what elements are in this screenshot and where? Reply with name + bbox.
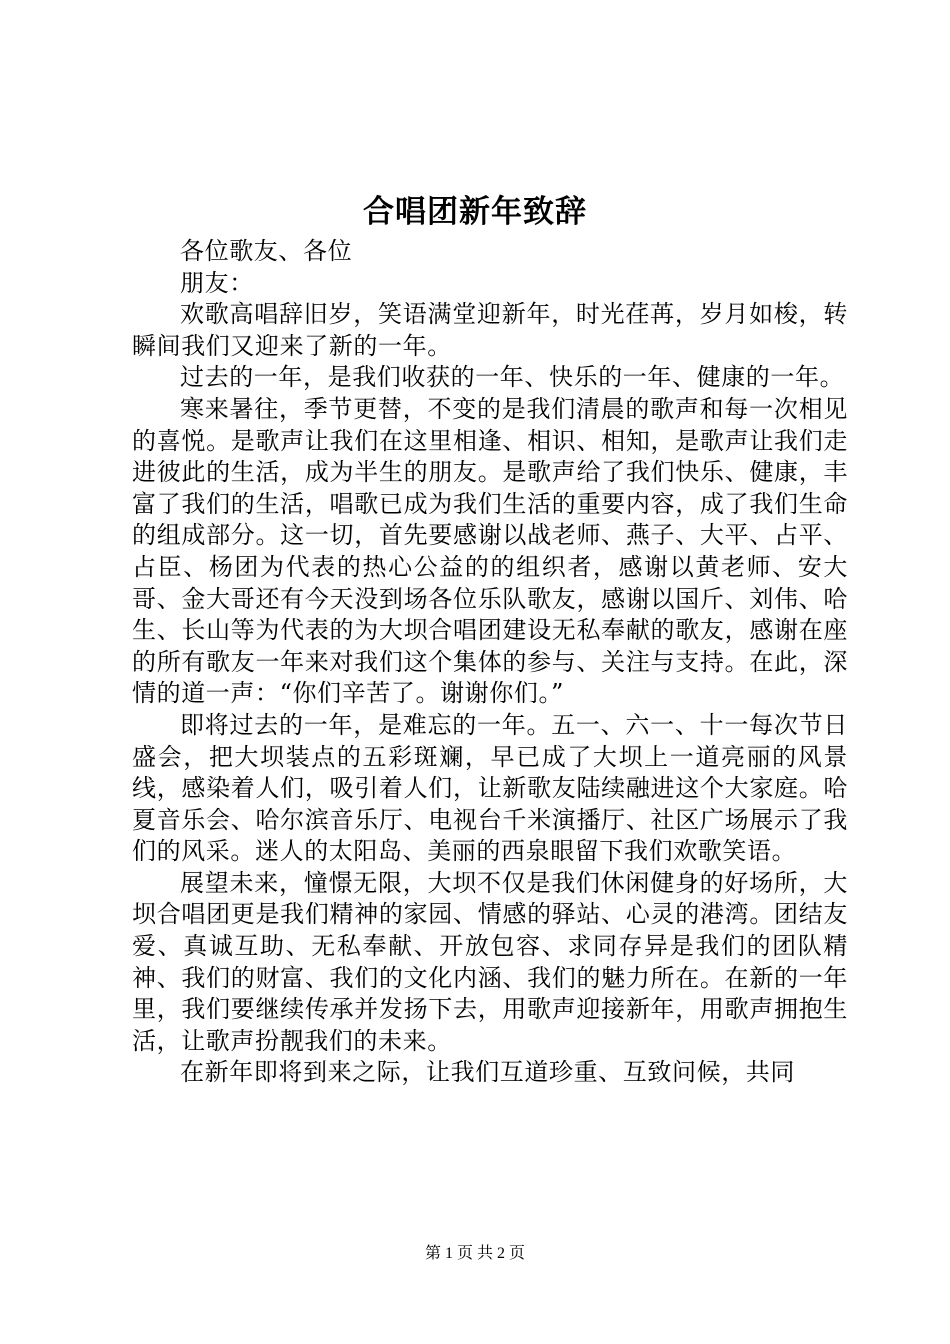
- paragraph: 在新年即将到来之际，让我们互道珍重、互致问候，共同: [180, 1058, 795, 1087]
- paragraph: 展望未来，憧憬无限，大坝不仅是我们休闲健身的好场所，大坝合唱团更是我们精神的家园、情感的驿站、心灵的港湾。团结友爱、真诚互助、无私奉献、开放包容、求同存异是我们的团队精神、我们的财富、我们的文化内涵、我们的魅力所在。在新的一年里，我们要继续传承并发扬下去，用歌声迎接新年，用歌声拥抱生活，让歌声扮靓我们的未来。: [132, 868, 848, 1055]
- greeting-line: 朋友：: [180, 268, 254, 297]
- paragraph: 过去的一年，是我们收获的一年、快乐的一年、健康的一年。: [180, 363, 845, 392]
- page-title: 合唱团新年致辞: [363, 194, 587, 230]
- page-number-footer: 第 1 页 共 2 页: [424, 1245, 525, 1262]
- greeting-line: 各位歌友、各位: [180, 237, 353, 265]
- paragraph: 欢歌高唱辞旧岁，笑语满堂迎新年，时光荏苒，岁月如梭，转瞬间我们又迎来了新的一年。: [132, 300, 848, 360]
- paragraph: 寒来暑往，季节更替，不变的是我们清晨的歌声和每一次相见的喜悦。是歌声让我们在这里相逢、相识、相知，是歌声让我们走进彼此的生活，成为半生的朋友。是歌声给了我们快乐、健康，丰富了我们的生活，唱歌已成为我们生活的重要内容，成了我们生命的组成部分。这一切，首先要感谢以战老师、燕子、大平、占平、占臣、杨团为代表的热心公益的的组织者，感谢以黄老师、安大哥、金大哥还有今天没到场各位乐队歌友，感谢以国斤、刘伟、哈生、长山等为代表的为大坝合唱团建设无私奉献的歌友，感谢在座的所有歌友一年来对我们这个集体的参与、关注与支持。在此，深情的道一声：“你们辛苦了。谢谢你们。”: [132, 394, 848, 708]
- document-body: [132, 236, 848, 1089]
- paragraph: 即将过去的一年，是难忘的一年。五一、六一、十一每次节日盛会，把大坝装点的五彩斑斓，早已成了大坝上一道亮丽的风景线，感染着人们，吸引着人们，让新歌友陆续融进这个大家庭。哈夏音乐会、哈尔滨音乐厅、电视台千米演播厅、社区广场展示了我们的风采。迷人的太阳岛、美丽的西泉眼留下我们欢歌笑语。: [132, 710, 848, 866]
